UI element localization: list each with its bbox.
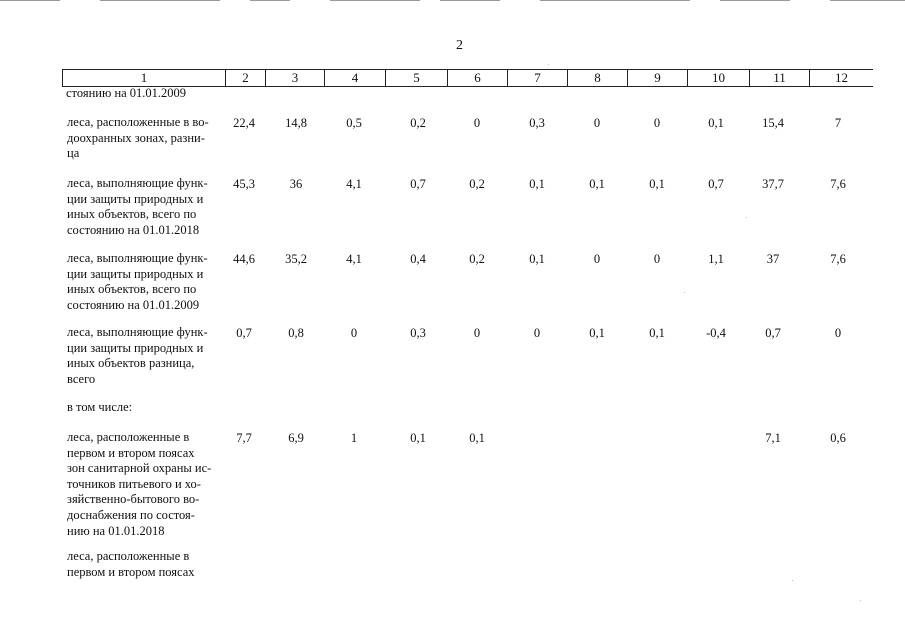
cell-value-col-6: 0 [473, 326, 481, 340]
cell-value-col-11: 7,1 [765, 431, 781, 445]
cell-value-col-5: 0,3 [410, 326, 426, 340]
top-edge-rule [0, 0, 905, 2]
cell-value-col-11: 37 [766, 252, 780, 266]
cell-value-col-5: 0,2 [410, 116, 426, 130]
cell-value-col-7: 0,1 [529, 252, 545, 266]
column-header-11: 11 [750, 70, 810, 86]
row-label-line: состоянию на 01.01.2018 [67, 222, 200, 237]
row-label-line: леса, выполняющие функ- [67, 325, 208, 339]
row-label-line: леса, выполняющие функ- [67, 176, 208, 190]
cell-value-col-12: 0 [834, 326, 842, 340]
row-label [67, 549, 223, 580]
continued-text: стоянию на 01.01.2009 [66, 86, 187, 100]
cell-value-col-10: 1,1 [708, 252, 724, 266]
column-header-10: 10 [688, 70, 750, 86]
row-label-line: точников питьевого и хо- [67, 476, 201, 491]
row-label-line: леса, расположенные в [67, 549, 190, 563]
cell-value-col-5: 0,1 [410, 431, 426, 445]
page-number: 2 [456, 38, 463, 53]
cell-value-col-8: 0,1 [589, 177, 605, 191]
row-label [67, 176, 223, 238]
cell-value-col-11: 15,4 [762, 116, 784, 130]
table-header-row [62, 69, 873, 87]
row-label [67, 400, 223, 416]
cell-value-col-6: 0,1 [469, 431, 485, 445]
cell-value-col-8: 0 [593, 116, 601, 130]
row-label-line: первом и втором поясах [67, 564, 195, 579]
cell-value-col-8: 0,1 [589, 326, 605, 340]
cell-value-col-5: 0,4 [410, 252, 426, 266]
row-label-line: иных объектов разница, [67, 356, 195, 371]
row-label-line: леса, расположенные в [67, 430, 190, 444]
cell-value-col-10: -0,4 [706, 326, 726, 340]
row-label-line: первом и втором поясах [67, 445, 195, 460]
cell-value-col-10: 0,7 [708, 177, 724, 191]
cell-value-col-8: 0 [593, 252, 601, 266]
cell-value-col-3: 14,8 [285, 116, 307, 130]
column-header-3: 3 [266, 70, 325, 86]
cell-value-col-10: 0,1 [708, 116, 724, 130]
row-label-line: иных объектов, всего по [67, 282, 197, 297]
row-label-line: ции защиты природных и [67, 266, 204, 281]
row-label-line: леса, расположенные в во- [67, 115, 209, 129]
column-header-6: 6 [448, 70, 508, 86]
cell-value-col-7: 0,3 [529, 116, 545, 130]
cell-value-col-3: 0,8 [288, 326, 304, 340]
row-label-line: зон санитарной охраны ис- [67, 461, 212, 476]
column-header-5: 5 [386, 70, 448, 86]
cell-value-col-9: 0,1 [649, 177, 665, 191]
row-label-line: доснабжения по состоя- [67, 507, 195, 522]
column-header-4: 4 [325, 70, 386, 86]
column-header-1: 1 [62, 70, 226, 86]
row-label [67, 251, 223, 313]
cell-value-col-3: 6,9 [288, 431, 304, 445]
cell-value-col-12: 7,6 [830, 177, 846, 191]
cell-value-col-12: 7,6 [830, 252, 846, 266]
cell-value-col-3: 35,2 [285, 252, 307, 266]
row-label [67, 325, 223, 387]
cell-value-col-9: 0 [653, 116, 661, 130]
cell-value-col-2: 45,3 [233, 177, 255, 191]
row-label-line: ции защиты природных и [67, 340, 204, 355]
row-label-line: нию на 01.01.2018 [67, 523, 165, 538]
cell-value-col-2: 0,7 [236, 326, 252, 340]
row-label-line: ца [67, 146, 80, 161]
cell-value-col-2: 44,6 [233, 252, 255, 266]
column-header-9: 9 [628, 70, 688, 86]
cell-value-col-12: 7 [834, 116, 842, 130]
cell-value-col-6: 0,2 [469, 177, 485, 191]
column-header-12: 12 [835, 70, 848, 85]
column-header-2: 2 [226, 70, 266, 86]
cell-value-col-9: 0,1 [649, 326, 665, 340]
cell-value-col-6: 0,2 [469, 252, 485, 266]
cell-value-col-3: 36 [289, 177, 303, 191]
row-label-line: леса, выполняющие функ- [67, 251, 208, 265]
column-header-7: 7 [508, 70, 568, 86]
row-label-line: ции защиты природных и [67, 191, 204, 206]
cell-value-col-7: 0 [533, 326, 541, 340]
cell-value-col-6: 0 [473, 116, 481, 130]
row-label [67, 430, 223, 539]
cell-value-col-2: 22,4 [233, 116, 255, 130]
cell-value-col-4: 0 [350, 326, 358, 340]
row-label [67, 115, 223, 162]
cell-value-col-7: 0,1 [529, 177, 545, 191]
row-label-line: зяйственно-бытового во- [67, 492, 200, 507]
cell-value-col-11: 0,7 [765, 326, 781, 340]
cell-value-col-4: 4,1 [346, 177, 362, 191]
cell-value-col-9: 0 [653, 252, 661, 266]
cell-value-col-4: 4,1 [346, 252, 362, 266]
cell-value-col-4: 0,5 [346, 116, 362, 130]
cell-value-col-11: 37,7 [762, 177, 784, 191]
cell-value-col-12: 0,6 [830, 431, 846, 445]
row-label-line: иных объектов, всего по [67, 207, 197, 222]
row-label-line: в том числе: [67, 400, 133, 414]
column-header-8: 8 [568, 70, 628, 86]
cell-value-col-5: 0,7 [410, 177, 426, 191]
row-label-line: доохранных зонах, разни- [67, 130, 205, 145]
cell-value-col-2: 7,7 [236, 431, 252, 445]
row-label-line: состоянию на 01.01.2009 [67, 297, 200, 312]
cell-value-col-4: 1 [350, 431, 358, 445]
row-label-line: всего [67, 371, 96, 386]
